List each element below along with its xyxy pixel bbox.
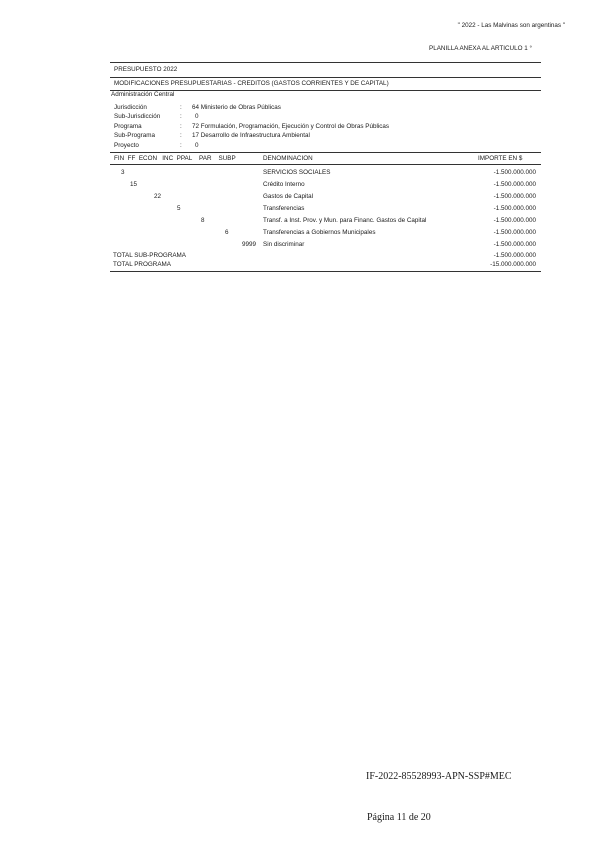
row-amount: -1.500.000.000 [493, 241, 536, 248]
total-programa-label: TOTAL PROGRAMA [113, 261, 171, 268]
info-label: Jurisdicción [114, 104, 147, 111]
info-value: 0 [195, 113, 199, 120]
row-amount: -1.500.000.000 [493, 181, 536, 188]
row-code: 6 [225, 229, 229, 236]
divider [110, 77, 541, 78]
document-id: IF-2022-85528993-APN-SSP#MEC [366, 771, 512, 782]
column-codes-header: FIN FF ECON INC PPAL PAR SUBP [114, 155, 236, 162]
total-programa-amount: -15.000.000.000 [490, 261, 536, 268]
info-sep: : [180, 123, 182, 130]
info-value: 64 Ministerio de Obras Públicas [192, 104, 281, 111]
row-code: 15 [130, 181, 138, 188]
row-denomination: Transferencias [263, 205, 305, 212]
admin-label: Administración Central [111, 91, 175, 98]
row-code: 3 [121, 169, 125, 176]
page-number: Página 11 de 20 [367, 812, 431, 823]
row-code: 8 [201, 217, 205, 224]
row-amount: -1.500.000.000 [493, 229, 536, 236]
divider [110, 90, 541, 91]
annex-label: PLANILLA ANEXA AL ARTICULO 1 ° [429, 45, 532, 52]
divider [110, 164, 541, 165]
row-denomination: SERVICIOS SOCIALES [263, 169, 331, 176]
row-code: 9999 [242, 241, 257, 248]
row-amount: -1.500.000.000 [493, 205, 536, 212]
divider [110, 62, 541, 63]
row-denomination: Gastos de Capital [263, 193, 314, 200]
info-label: Proyecto [114, 142, 139, 149]
info-label: Sub-Jurisdicción [114, 113, 161, 120]
info-sep: : [180, 104, 182, 111]
info-label: Programa [114, 123, 142, 130]
row-denomination: Transf. a Inst. Prov. y Mun. para Financ. Gastos de Capital [263, 217, 427, 224]
row-denomination: Sin discriminar [263, 241, 305, 248]
row-amount: -1.500.000.000 [493, 193, 536, 200]
row-code: 22 [154, 193, 162, 200]
total-subprograma-label: TOTAL SUB-PROGRAMA [113, 252, 187, 259]
column-importe-header: IMPORTE EN $ [478, 155, 523, 162]
info-value: 72 Formulación, Programación, Ejecución y Control de Obras Públicas [192, 123, 390, 130]
info-value: 0 [195, 142, 199, 149]
info-sep: : [180, 142, 182, 149]
divider [110, 152, 541, 153]
divider [110, 271, 541, 272]
row-amount: -1.500.000.000 [493, 217, 536, 224]
budget-subtitle: MODIFICACIONES PRESUPUESTARIAS - CREDITOS (GASTOS CORRIENTES Y DE CAPITAL) [114, 80, 389, 87]
total-subprograma-amount: -1.500.000.000 [493, 252, 536, 259]
row-code: 5 [177, 205, 181, 212]
row-amount: -1.500.000.000 [493, 169, 536, 176]
info-label: Sub-Programa [114, 132, 155, 139]
budget-title: PRESUPUESTO 2022 [114, 66, 178, 73]
row-denomination: Transferencias a Gobiernos Municipales [263, 229, 376, 236]
info-sep: : [180, 132, 182, 139]
row-denomination: Crédito Interno [263, 181, 305, 188]
info-sep: : [180, 113, 182, 120]
header-motto: " 2022 - Las Malvinas son argentinas " [457, 22, 565, 29]
column-denominacion-header: DENOMINACION [263, 155, 313, 162]
info-value: 17 Desarrollo de Infraestructura Ambiental [192, 132, 310, 139]
